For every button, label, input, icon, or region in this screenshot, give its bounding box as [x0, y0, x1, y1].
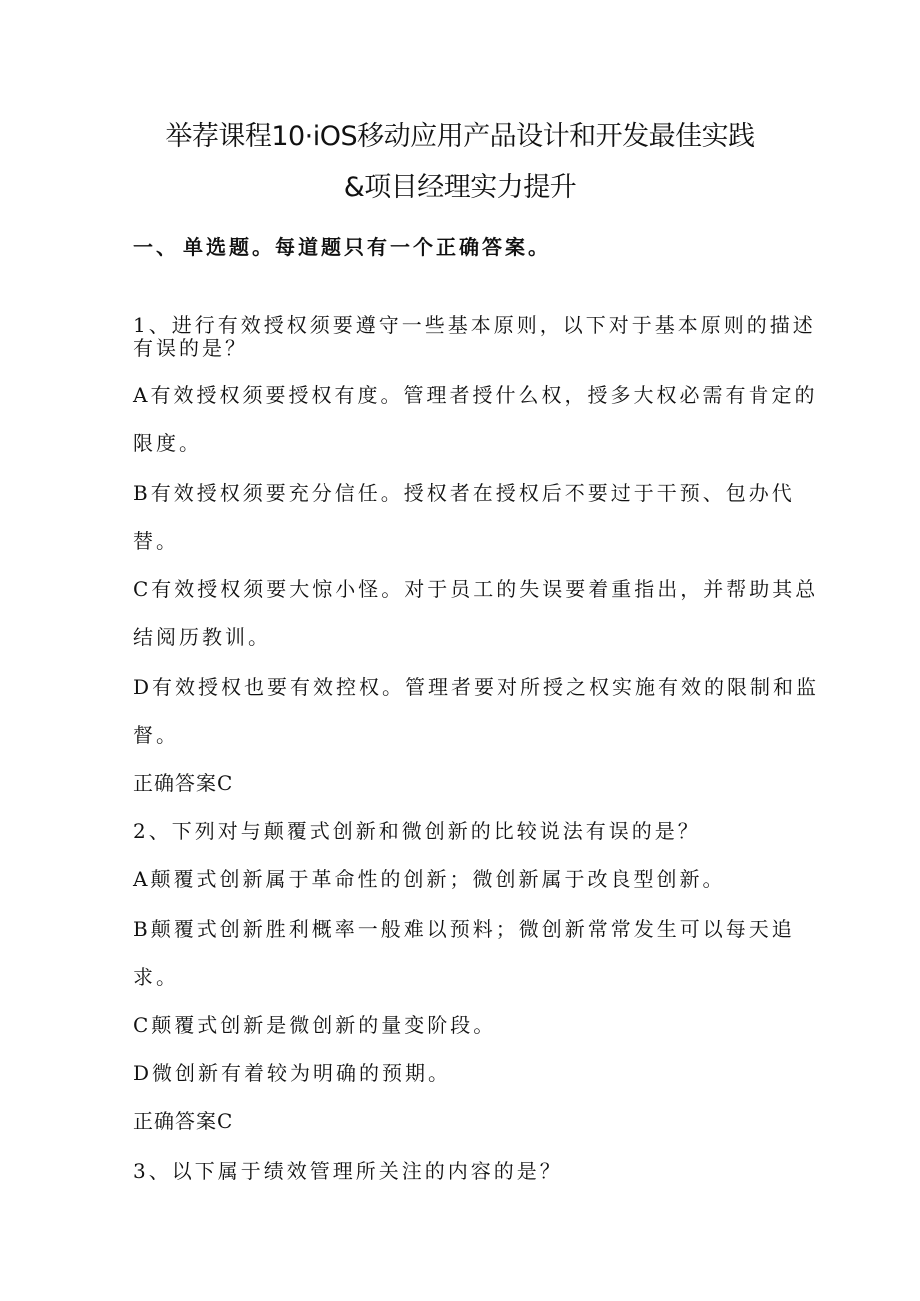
question-2-option-a: A颠覆式创新属于革命性的创新；微创新属于改良型创新。 [133, 867, 726, 891]
question-1-option-c: C有效授权须要大惊小怪。对于员工的失误要着重指出，并帮助其总 [133, 577, 819, 601]
question-2-option-b: B颠覆式创新胜利概率一般难以预料；微创新常常发生可以每天追 [133, 917, 795, 941]
question-1-option-d: D有效授权也要有效控权。管理者要对所授之权实施有效的限制和监 [133, 675, 820, 699]
question-1-text: 1、进行有效授权须要遵守一些基本原则，以下对于基本原则的描述 [133, 313, 816, 337]
question-2-option-b-cont: 求。 [133, 965, 179, 989]
question-1-option-d-cont: 督。 [133, 723, 179, 747]
document-title-line-2: &项目经理实力提升 [343, 172, 577, 203]
question-1-text-cont: 有误的是？ [133, 336, 248, 360]
question-1-option-b: B有效授权须要充分信任。授权者在授权后不要过于干预、包办代 [133, 481, 795, 505]
document-title-line-1: 举荐课程10·iOS移动应用产品设计和开发最佳实践 [165, 121, 755, 152]
question-1-option-a: A有效授权须要授权有度。管理者授什么权，授多大权必需有肯定的 [133, 383, 818, 407]
question-1-option-a-cont: 限度。 [133, 431, 202, 455]
question-1-option-c-cont: 结阅历教训。 [133, 625, 271, 649]
section-number: 一、 [133, 235, 179, 259]
question-2-option-c: C颠覆式创新是微创新的量变阶段。 [133, 1013, 497, 1037]
question-1-answer: 正确答案C [133, 771, 234, 795]
section-heading [133, 234, 551, 260]
question-2-text: 2、下列对与颠覆式创新和微创新的比较说法有误的是？ [133, 819, 701, 843]
question-2-option-d: D微创新有着较为明确的预期。 [133, 1061, 452, 1085]
section-instruction: 单选题。每道题只有一个正确答案。 [183, 235, 551, 259]
question-2-answer: 正确答案C [133, 1109, 234, 1133]
question-3-text: 3、以下属于绩效管理所关注的内容的是？ [133, 1159, 563, 1183]
question-1-option-b-cont: 替。 [133, 529, 179, 553]
